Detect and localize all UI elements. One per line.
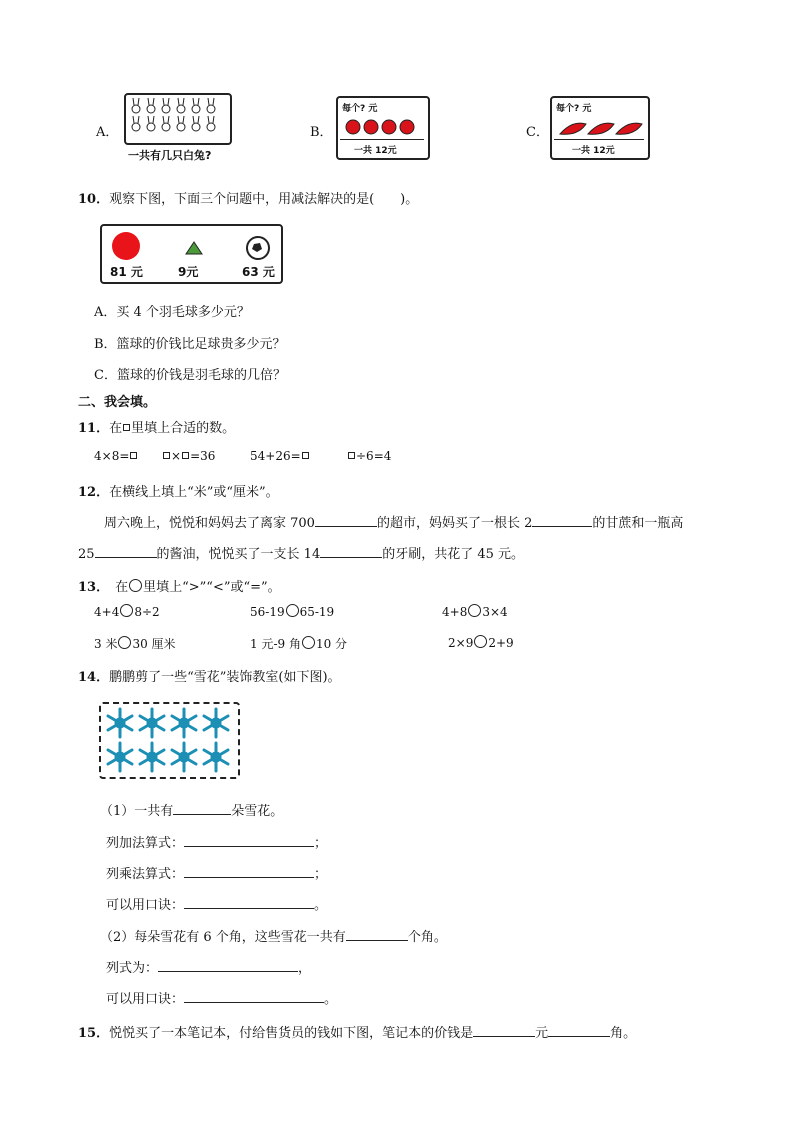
left-expr: 3 米	[94, 637, 118, 651]
answer-blank[interactable]	[320, 545, 382, 558]
item-text: ÷6=4	[356, 449, 392, 463]
balls-icon	[102, 226, 281, 262]
football-price: 63 元	[242, 265, 275, 279]
text: 角。	[610, 1026, 637, 1041]
q13-r1-item1	[94, 604, 160, 619]
blank-circle	[129, 579, 142, 592]
text: 的牙刷，共花了 45 元。	[382, 547, 525, 562]
q14-part1	[100, 800, 283, 819]
text: （2）每朵雪花有 6 个角，这些雪花一共有	[100, 930, 346, 945]
answer-blank[interactable]	[473, 1024, 535, 1037]
item-text: ×	[171, 449, 182, 463]
text: 可以用口诀：	[106, 992, 185, 1007]
compare-circle[interactable]	[468, 604, 481, 617]
apples-header: 每个? 元	[342, 104, 378, 114]
item-text: =36	[190, 449, 216, 463]
left-expr: 4+4	[94, 605, 120, 619]
blank-square	[123, 424, 130, 431]
left-expr: 56-19	[250, 605, 285, 619]
question-text: 在	[109, 421, 123, 436]
q13-r2-item3	[448, 635, 514, 650]
q11-item-4	[347, 449, 391, 463]
answer-blank[interactable]	[184, 896, 314, 909]
compare-circle[interactable]	[118, 636, 131, 649]
rabbit-picture	[124, 93, 232, 145]
q13-r1-item2	[250, 604, 334, 619]
blank-square[interactable]	[130, 452, 137, 459]
q13-r2-item2	[250, 635, 347, 652]
rabbits-icon	[126, 95, 230, 143]
question-text: 里填上合适的数。	[131, 421, 236, 436]
right-expr: 8÷2	[134, 605, 160, 619]
compare-circle[interactable]	[120, 604, 133, 617]
question-number: 15．	[78, 1026, 110, 1041]
answer-blank[interactable]	[173, 802, 231, 815]
text: 列式为：	[106, 961, 159, 976]
right-expr: 3×4	[482, 605, 508, 619]
text: ，	[298, 961, 312, 976]
blank-square[interactable]	[348, 452, 355, 459]
rabbit-caption: 一共有几只白兔?	[128, 149, 212, 162]
blank-square[interactable]	[302, 452, 309, 459]
q12-paragraph-1	[104, 512, 683, 531]
answer-blank[interactable]	[184, 990, 324, 1003]
shuttlecock-price: 9元	[178, 265, 199, 279]
question-11	[78, 417, 235, 436]
right-expr: 10 分	[315, 637, 348, 651]
question-number: 13．	[78, 580, 110, 595]
question-10	[78, 188, 418, 207]
sausage-icon	[558, 116, 644, 138]
q10-option-a: A．买 4 个羽毛球多少元？	[94, 305, 250, 320]
q12-paragraph-2	[78, 543, 524, 562]
q14-part2	[100, 926, 447, 945]
sausages-total: 一共 12元	[572, 146, 615, 156]
text: 列加法算式：	[106, 836, 185, 851]
item-text: 4×8=	[94, 449, 130, 463]
question-12	[78, 481, 279, 500]
text: 25	[78, 547, 95, 562]
q14-kj2	[106, 988, 337, 1007]
answer-blank[interactable]	[95, 545, 157, 558]
q10-option-c: C．篮球的价钱是羽毛球的几倍？	[94, 368, 286, 383]
answer-blank[interactable]	[548, 1024, 610, 1037]
right-expr: 30 厘米	[132, 637, 176, 651]
snowflakes-icon	[101, 704, 238, 777]
text: 的超市，妈妈买了一根长 2	[376, 516, 533, 531]
answer-blank[interactable]	[158, 959, 298, 972]
question-text: 鹏鹏剪了一些“雪花”装饰教室(如下图)。	[109, 670, 341, 685]
question-number: 11．	[78, 421, 110, 436]
q13-r2-item1	[94, 635, 176, 652]
question-14	[78, 666, 341, 685]
q14-mul	[106, 863, 327, 882]
text: 周六晚上，悦悦和妈妈去了离家 700	[104, 516, 315, 531]
text: 的酱油，悦悦买了一支长 14	[156, 547, 321, 562]
right-expr: 65-19	[299, 605, 335, 619]
q13-r1-item3	[442, 604, 508, 619]
q11-item-1	[94, 449, 138, 463]
compare-circle[interactable]	[286, 604, 299, 617]
question-number: 14．	[78, 670, 110, 685]
text: （1）一共有	[100, 804, 174, 819]
answer-blank[interactable]	[184, 834, 314, 847]
section-title: 二、我会填。	[78, 395, 157, 410]
item-text: 54+26=	[250, 449, 301, 463]
question-text: 在	[115, 580, 129, 595]
text: ；	[314, 836, 328, 851]
right-expr: 2+9	[488, 636, 514, 650]
compare-circle[interactable]	[302, 636, 315, 649]
apples-icon	[344, 116, 424, 136]
text: 列乘法算式：	[106, 867, 185, 882]
basketball-price: 81 元	[110, 265, 143, 279]
question-text: 观察下图，下面三个问题中，用减法解决的是( )。	[109, 192, 419, 207]
answer-blank[interactable]	[315, 514, 377, 527]
text: ；	[314, 867, 328, 882]
compare-circle[interactable]	[474, 635, 487, 648]
apples-total: 一共 12元	[354, 146, 397, 156]
left-expr: 4+8	[442, 605, 468, 619]
option-a-label: A．	[96, 125, 119, 140]
question-text: 在横线上填上“米”或“厘米”。	[109, 485, 279, 500]
sausages-picture	[550, 96, 650, 160]
left-expr: 2×9	[448, 636, 474, 650]
text: 可以用口诀：	[106, 898, 185, 913]
q11-item-3	[250, 449, 310, 463]
question-text: 悦悦买了一本笔记本，付给售货员的钱如下图，笔记本的价钱是	[109, 1026, 474, 1041]
q14-kj	[106, 894, 327, 913]
text: 朵雪花。	[231, 804, 284, 819]
question-13	[78, 576, 281, 595]
q11-item-2	[162, 449, 215, 463]
text: 。	[324, 992, 338, 1007]
blank-square[interactable]	[163, 452, 170, 459]
answer-blank[interactable]	[346, 928, 408, 941]
answer-blank[interactable]	[184, 865, 314, 878]
apples-picture	[336, 96, 430, 160]
option-c-label: C．	[526, 125, 549, 140]
text: 。	[314, 898, 328, 913]
option-b-label: B．	[310, 125, 333, 140]
question-number: 12．	[78, 485, 110, 500]
question-15	[78, 1022, 636, 1041]
q14-add	[106, 832, 327, 851]
text: 个角。	[407, 930, 447, 945]
snowflake-picture	[99, 702, 240, 779]
q14-expr	[106, 957, 311, 976]
price-board	[100, 224, 283, 284]
blank-square[interactable]	[182, 452, 189, 459]
left-expr: 1 元-9 角	[250, 637, 301, 651]
q10-option-b: B．篮球的价钱比足球贵多少元？	[94, 337, 286, 352]
answer-blank[interactable]	[532, 514, 592, 527]
question-text: 里填上“>”“<”或“=”。	[143, 580, 281, 595]
question-number: 10．	[78, 192, 110, 207]
sausages-header: 每个? 元	[556, 104, 592, 114]
text: 的甘蔗和一瓶高	[592, 516, 684, 531]
text: 元	[535, 1026, 549, 1041]
